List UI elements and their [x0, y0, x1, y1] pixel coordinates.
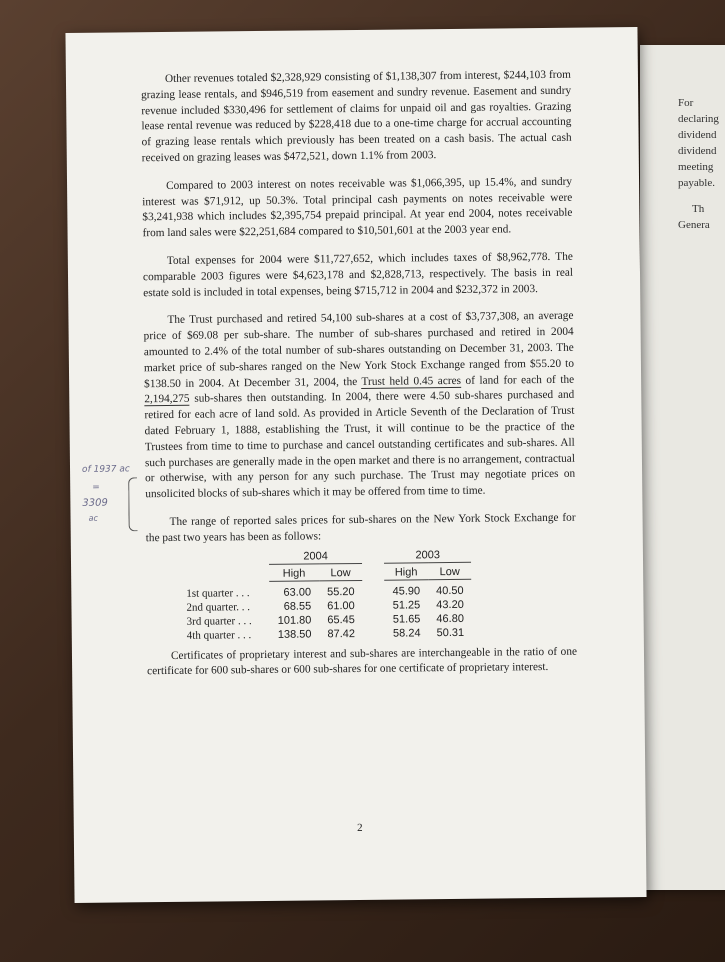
paragraph-other-revenues: Other revenues totaled $2,328,929 consisting of $1,138,307 from interest, $244,103 from grazing lease rentals, and $946,519 from easement and sundry revenue. Easement and sundry revenue included $330,496 for settlement of claims for unpaid oil and gas royalties. Grazing lease rental revenue was reduced by $228,418 due to a one-time charge for accrual accounting of grazing lease rentals which previously has been treated on a cash basis. The actual cash received on grazing leases was $472,521, down 1.1% from 2003. [141, 68, 572, 165]
cell: 50.31 [436, 626, 465, 639]
document-page [65, 27, 646, 903]
facing-page-text [678, 95, 725, 233]
underlined-text: Trust held 0.45 acres [361, 374, 462, 388]
text-run: The Trust purchased and retired 54,100 sub-shares at a cost of $3,737,308, an average price of $69.08 per sub-share. The number of sub-shares purchased and retired in 2004 amounted to 2.4% of the total number of sub-shares outstanding on December 31, 2003. The market price of sub-shares ranged on the New York Stock Exchange ranged from $55.20 to $138.50 in 2004. At December 31, 2004, the [143, 310, 575, 390]
handwritten-note: = [92, 482, 100, 493]
cell: 58.24 [392, 626, 421, 640]
cell: 63.00 [283, 585, 312, 599]
underlined-text: 2,194,275 [144, 393, 190, 406]
cell: 101.80 [277, 613, 312, 627]
cell: 61.00 [327, 599, 355, 612]
paragraph-interest: Compared to 2003 interest on notes receivable was $1,066,395, up 15.4%, and sundry interest was $71,912, up 50.3%. Total principal cash payments on notes receivable were $3,241,938 which includes $2,395,754 prepaid principal. At year end 2004, notes receivable from land sales were $22,251,684 compared to $10,501,601 at the 2003 year end. [142, 175, 573, 240]
handwritten-note: ac [88, 513, 98, 523]
cell: 55.20 [326, 585, 355, 598]
cell: 40.50 [436, 584, 464, 597]
price-range-table [186, 547, 472, 642]
facing-line: declaring [678, 113, 719, 125]
cell: 51.25 [392, 598, 421, 612]
facing-page [640, 45, 725, 890]
cell: 87.42 [327, 627, 356, 640]
handwritten-note: 3309 [82, 497, 108, 509]
facing-line: meeting [678, 161, 714, 173]
cell: 46.80 [436, 612, 464, 625]
quarter-label: 4th quarter . . . [186, 628, 252, 642]
column-header: Low [319, 563, 363, 580]
quarter-label: 3rd quarter . . . [186, 614, 252, 628]
column-header: High [269, 563, 319, 581]
cell: 45.90 [392, 584, 421, 598]
facing-line: dividend [678, 129, 717, 141]
text-run: sub-shares then outstanding. In 2004, there were 4.50 sub-shares purchased and retired for each acre of land sold. As provided in Article Seventh of the Declaration of Trust dated February 1, 1888, establishing the Trust, it will continue to be the practice of the Trustees from time to time to purchase and cancel outstanding certificates and sub-shares. All such purchases are generally made in the open market and there is no arrangement, contractual or otherwise, with any person for any such purchase. The Trust may negotiate prices on unsolicited blocks of sub-shares which it may be offered from time to time. [144, 389, 576, 501]
column-header: High [384, 562, 428, 579]
paragraph-price-range-intro: The range of reported sales prices for sub-shares on the New York Stock Exchange for the past two years has been as follows: [145, 511, 576, 544]
paragraph-certificates: Certificates of proprietary interest and sub-shares are interchangeable in the ratio of one certificate for 600 sub-shares or 600 sub-shares for one certificate of proprietary interest. [147, 645, 578, 678]
handwritten-note: of 1937 ac [81, 464, 130, 475]
cell: 68.55 [283, 599, 312, 613]
quarter-label: 1st quarter . . . [186, 586, 250, 600]
page-number: 2 [356, 821, 363, 835]
year-header: 2003 [384, 547, 471, 562]
paragraph-trust-purchases [143, 309, 575, 503]
cell: 65.45 [327, 613, 355, 626]
column-header: Low [428, 562, 472, 579]
text-run: of land for each of the [460, 373, 575, 387]
quarter-label: 2nd quarter. . . [186, 600, 251, 614]
year-header: 2004 [269, 548, 362, 563]
handwritten-bracket [128, 477, 138, 531]
facing-line: For [678, 97, 694, 109]
table-row [187, 625, 472, 642]
facing-line: Th [692, 203, 705, 215]
facing-line: Genera [678, 219, 710, 231]
paragraph-expenses: Total expenses for 2004 were $11,727,652, which includes taxes of $8,962,778. The comparable 2003 figures were $4,623,178 and $2,828,713, respectively. The basis in real estate sold is included in total expenses, being $715,712 in 2004 and $232,372 in 2003. [142, 250, 574, 299]
cell: 43.20 [436, 598, 464, 611]
facing-line: payable. [678, 177, 715, 189]
cell: 51.65 [392, 612, 421, 626]
document-body [141, 68, 577, 693]
cell: 138.50 [277, 627, 312, 641]
facing-line: dividend [678, 145, 717, 157]
